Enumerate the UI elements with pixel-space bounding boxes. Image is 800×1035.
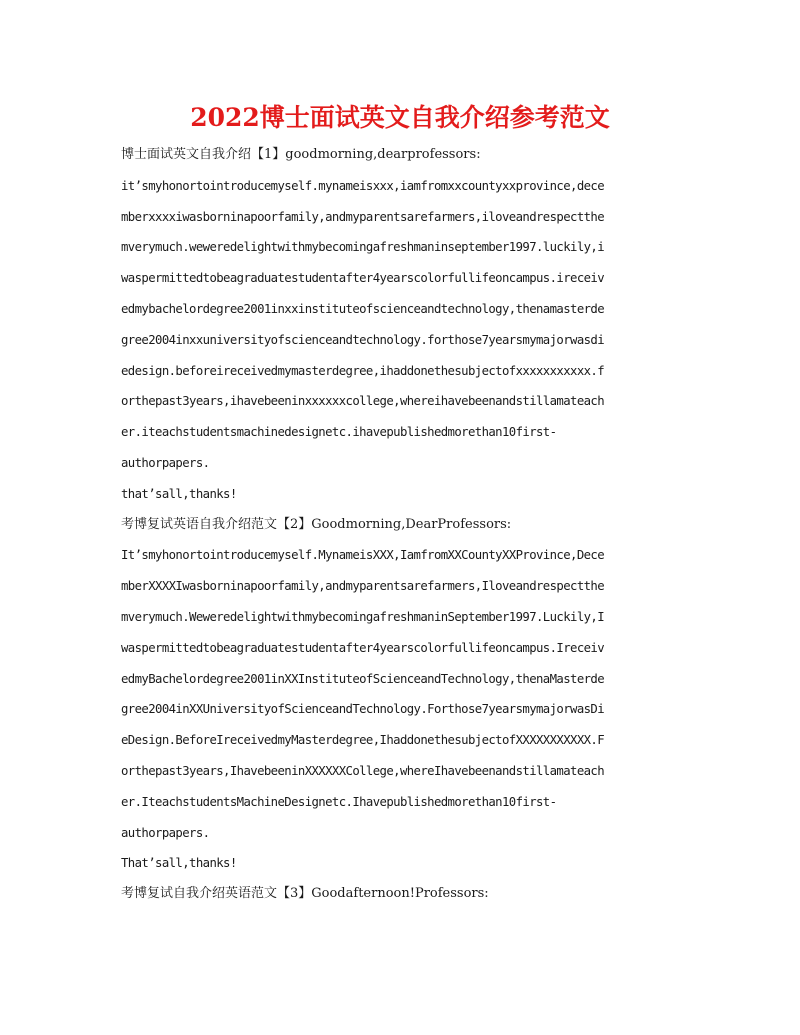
- paragraph-line: mberxxxxiwasborninapoorfamily,andmyparentsarefarmers,iloveandrespectthe: [121, 209, 605, 224]
- paragraph-line: orthepast3years,IhavebeeninXXXXXXCollege,whereIhavebeenandstillamateach: [121, 763, 605, 778]
- paragraph-line: authorpapers.: [121, 825, 210, 840]
- section-heading-1: 博士面试英文自我介绍【1】goodmorning,dearprofessors:: [121, 147, 481, 162]
- paragraph-line: er.iteachstudentsmachinedesignetc.ihavepublishedmorethan10first-: [121, 425, 557, 440]
- document-body: [121, 140, 681, 910]
- section-heading-3: 考博复试自我介绍英语范文【3】Goodafternoon!Professors:: [121, 886, 489, 902]
- paragraph-line: edmyBachelordegree2001inXXInstituteofScienceandTechnology,thenaMasterde: [121, 671, 605, 686]
- paragraph-line: gree2004inXXUniversityofScienceandTechnology.Forthose7yearsmymajorwasDi: [121, 702, 605, 717]
- paragraph-line: edmybachelordegree2001inxxinstituteofscienceandtechnology,thenamasterde: [121, 301, 605, 316]
- paragraph-line: waspermittedtobeagraduatestudentafter4yearscolorfullifeoncampus.ireceiv: [121, 271, 605, 286]
- section-heading-2: 考博复试英语自我介绍范文【2】Goodmorning,DearProfessors:: [121, 516, 512, 532]
- paragraph-line: that’sall,thanks!: [121, 486, 237, 501]
- paragraph-line: That’sall,thanks!: [121, 856, 237, 871]
- paragraph-line: waspermittedtobeagraduatestudentafter4yearscolorfullifeoncampus.Ireceiv: [121, 640, 605, 655]
- paragraph-line: mberXXXXIwasborninapoorfamily,andmyparentsarefarmers,Iloveandrespectthe: [121, 579, 605, 594]
- paragraph-line: gree2004inxxuniversityofscienceandtechnology.forthose7yearsmymajorwasdi: [121, 332, 605, 347]
- paragraph-line: authorpapers.: [121, 455, 210, 470]
- paragraph-line: it’smyhonortointroducemyself.mynameisxxx,iamfromxxcountyxxprovince,dece: [121, 178, 605, 193]
- paragraph-line: er.IteachstudentsMachineDesignetc.Ihavepublishedmorethan10first-: [121, 794, 557, 809]
- paragraph-line: orthepast3years,ihavebeeninxxxxxxcollege,whereihavebeenandstillamateach: [121, 394, 605, 409]
- paragraph-line: eDesign.BeforeIreceivedmyMasterdegree,IhaddonethesubjectofXXXXXXXXXXX.F: [121, 733, 605, 748]
- paragraph-line: It’smyhonortointroducemyself.MynameisXXX,IamfromXXCountyXXProvince,Dece: [121, 548, 605, 563]
- paragraph-line: edesign.beforeireceivedmymasterdegree,ihaddonethesubjectofxxxxxxxxxxx.f: [121, 363, 605, 378]
- document-title: 2022博士面试英文自我介绍参考范文: [190, 103, 610, 132]
- paragraph-line: mverymuch.weweredelightwithmybecomingafreshmaninseptember1997.luckily,i: [121, 240, 605, 255]
- paragraph-line: mverymuch.WeweredelightwithmybecomingafreshmaninSeptember1997.Luckily,I: [121, 609, 605, 624]
